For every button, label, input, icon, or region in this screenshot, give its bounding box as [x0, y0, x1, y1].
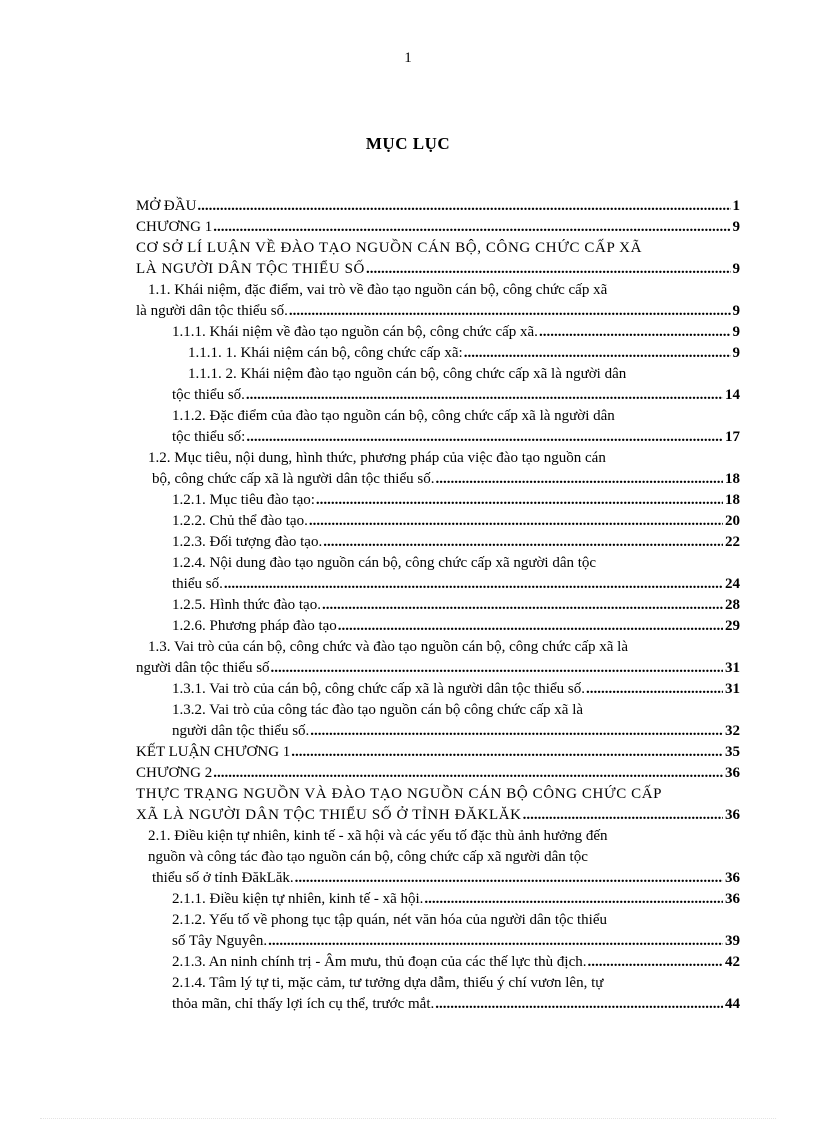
toc-entry[interactable]	[136, 343, 740, 364]
toc-page-number: 9	[732, 324, 740, 340]
toc-entry[interactable]	[136, 595, 740, 616]
toc-entry[interactable]	[136, 532, 740, 553]
toc-entry[interactable]	[136, 448, 740, 490]
toc-entry-text: 1.1.1. Khái niệm về đào tạo nguồn cán bộ, công chức cấp xã.	[172, 324, 538, 340]
toc-entry-text: 1.2.6. Phương pháp đào tạo	[172, 618, 337, 634]
dot-leader	[310, 721, 723, 742]
toc-entry-text: 2.1.1. Điều kiện tự nhiên, kinh tế - xã hội.	[172, 891, 424, 907]
toc-entry-line: 1.1.2. Đặc điểm của đào tạo nguồn cán bộ, công chức cấp xã là người dân	[172, 408, 615, 424]
dot-leader	[424, 889, 723, 910]
toc-entry[interactable]	[136, 784, 740, 826]
dot-leader	[271, 658, 723, 679]
toc-entry[interactable]	[136, 322, 740, 343]
dot-leader	[295, 868, 723, 889]
dot-leader	[197, 196, 730, 217]
dot-leader	[246, 385, 723, 406]
dot-leader	[435, 469, 723, 490]
toc-page-number: 36	[725, 765, 740, 781]
toc-page-number: 32	[725, 723, 740, 739]
toc-page-number: 9	[732, 219, 740, 235]
toc-entry-line: THỰC TRẠNG NGUỒN VÀ ĐÀO TẠO NGUỒN CÁN BỘ CÔNG CHỨC CẤP	[136, 786, 663, 802]
table-of-contents	[136, 196, 740, 1015]
toc-entry-text: 1.1.1. 1. Khái niệm cán bộ, công chức cấp xã:	[188, 345, 463, 361]
dot-leader	[309, 511, 723, 532]
dot-leader	[268, 931, 723, 952]
toc-page-number: 20	[725, 513, 740, 529]
dot-leader	[366, 259, 731, 280]
toc-entry[interactable]	[136, 679, 740, 700]
toc-page-number: 9	[732, 345, 740, 361]
toc-entry-line: 1.2. Mục tiêu, nội dung, hình thức, phương pháp của việc đào tạo nguồn cán	[148, 450, 606, 466]
toc-entry[interactable]	[136, 196, 740, 217]
toc-entry[interactable]	[136, 763, 740, 784]
toc-page-number: 17	[725, 429, 740, 445]
toc-entry-text: CHƯƠNG 1	[136, 219, 213, 235]
toc-page-number: 35	[725, 744, 740, 760]
toc-page-number: 9	[732, 261, 740, 277]
toc-entry-line: CƠ SỞ LÍ LUẬN VỀ ĐÀO TẠO NGUỒN CÁN BỘ, CÔNG CHỨC CẤP XÃ	[136, 240, 643, 256]
toc-entry-text: 2.1.3. An ninh chính trị - Âm mưu, thủ đoạn của các thế lực thù địch.	[172, 954, 587, 970]
toc-entry[interactable]	[136, 490, 740, 511]
toc-page-number: 18	[725, 492, 740, 508]
toc-entry-line: 2.1.2. Yếu tố về phong tục tập quán, nét văn hóa của người dân tộc thiểu	[172, 912, 607, 928]
toc-entry[interactable]	[136, 889, 740, 910]
toc-entry[interactable]	[136, 973, 740, 1015]
toc-entry-text: 1.3.1. Vai trò của cán bộ, công chức cấp xã là người dân tộc thiểu số.	[172, 681, 585, 697]
toc-entry-line: 1.3. Vai trò của cán bộ, công chức và đào tạo nguồn cán bộ, công chức cấp xã là	[148, 639, 628, 655]
toc-entry[interactable]	[136, 616, 740, 637]
dot-leader	[435, 994, 723, 1015]
toc-entry-text: thiểu số.	[172, 576, 223, 592]
toc-entry-text: số Tây Nguyên.	[172, 933, 268, 949]
toc-entry[interactable]	[136, 910, 740, 952]
toc-entry-line: 1.1. Khái niệm, đặc điểm, vai trò về đào tạo nguồn cán bộ, công chức cấp xã	[148, 282, 608, 298]
toc-entry-text: thiểu số ở tỉnh ĐăkLăk.	[152, 870, 294, 886]
toc-entry-text: 1.2.1. Mục tiêu đào tạo:	[172, 492, 315, 508]
toc-page-number: 29	[725, 618, 740, 634]
toc-page-number: 14	[725, 387, 740, 403]
toc-entry-text: LÀ NGƯỜI DÂN TỘC THIỂU SỐ	[136, 261, 365, 277]
dot-leader	[289, 301, 731, 322]
toc-entry-text: 1.2.3. Đối tượng đào tạo.	[172, 534, 323, 550]
toc-entry[interactable]	[136, 280, 740, 322]
dot-leader	[213, 763, 723, 784]
toc-entry[interactable]	[136, 364, 740, 406]
toc-entry-text: MỞ ĐẦU	[136, 198, 197, 214]
dot-leader	[539, 322, 731, 343]
toc-entry-text: người dân tộc thiểu số	[136, 660, 270, 676]
toc-title: MỤC LỤC	[365, 134, 451, 153]
toc-page-number: 18	[725, 471, 740, 487]
dot-leader	[213, 217, 730, 238]
toc-page-number: 36	[725, 807, 740, 823]
dot-leader	[323, 532, 723, 553]
toc-entry[interactable]	[136, 952, 740, 973]
toc-page-number: 28	[725, 597, 740, 613]
toc-page-number: 22	[725, 534, 740, 550]
toc-entry-text: XÃ LÀ NGƯỜI DÂN TỘC THIỂU SỐ Ở TỈNH ĐĂKLĂK	[136, 807, 522, 823]
toc-entry[interactable]	[136, 826, 740, 889]
toc-page-number: 31	[725, 660, 740, 676]
toc-entry[interactable]	[136, 700, 740, 742]
dot-leader	[246, 427, 723, 448]
toc-page-number: 24	[725, 576, 740, 592]
dot-leader	[338, 616, 723, 637]
toc-page-number: 42	[725, 954, 740, 970]
toc-entry-text: thỏa mãn, chỉ thấy lợi ích cụ thể, trước mắt.	[172, 996, 435, 1012]
dot-leader	[316, 490, 723, 511]
toc-entry-line: 1.2.4. Nội dung đào tạo nguồn cán bộ, công chức cấp xã người dân tộc	[172, 555, 597, 571]
dot-leader	[523, 805, 723, 826]
toc-page-number: 44	[725, 996, 740, 1012]
toc-entry[interactable]	[136, 742, 740, 763]
dot-leader	[464, 343, 731, 364]
toc-entry[interactable]	[136, 637, 740, 679]
toc-entry-line: 2.1. Điều kiện tự nhiên, kinh tế - xã hội và các yếu tố đặc thù ảnh hưởng đến	[148, 828, 608, 844]
toc-entry[interactable]	[136, 553, 740, 595]
toc-page-number: 36	[725, 891, 740, 907]
toc-page-number: 36	[725, 870, 740, 886]
toc-entry[interactable]	[136, 406, 740, 448]
page-bottom-divider	[40, 1118, 776, 1119]
toc-page-number: 9	[732, 303, 740, 319]
toc-entry-text: người dân tộc thiểu số.	[172, 723, 310, 739]
toc-entry[interactable]	[136, 238, 740, 280]
toc-entry-line: 1.1.1. 2. Khái niệm đào tạo nguồn cán bộ, công chức cấp xã là người dân	[188, 366, 627, 382]
toc-entry-text: tộc thiểu số:	[172, 429, 246, 445]
toc-entry-text: 1.2.5. Hình thức đào tạo.	[172, 597, 321, 613]
toc-entry-text: KẾT LUẬN CHƯƠNG 1	[136, 744, 291, 760]
toc-entry-text: bộ, công chức cấp xã là người dân tộc thiểu số.	[152, 471, 435, 487]
toc-entry-text: tộc thiểu số.	[172, 387, 245, 403]
page-number: 1	[404, 50, 412, 66]
toc-entry-line: nguồn và công tác đào tạo nguồn cán bộ, công chức cấp xã người dân tộc	[148, 849, 588, 865]
toc-entry[interactable]	[136, 511, 740, 532]
toc-entry-text: 1.2.2. Chủ thể đào tạo.	[172, 513, 308, 529]
toc-page-number: 1	[732, 198, 740, 214]
toc-entry-text: CHƯƠNG 2	[136, 765, 213, 781]
toc-page-number: 39	[725, 933, 740, 949]
toc-entry-text: là người dân tộc thiểu số.	[136, 303, 288, 319]
dot-leader	[322, 595, 723, 616]
dot-leader	[224, 574, 723, 595]
dot-leader	[586, 679, 723, 700]
toc-entry-line: 1.3.2. Vai trò của công tác đào tạo nguồn cán bộ công chức cấp xã là	[172, 702, 584, 718]
toc-entry-line: 2.1.4. Tâm lý tự ti, mặc cảm, tư tưởng dựa dẫm, thiếu ý chí vươn lên, tự	[172, 975, 604, 991]
dot-leader	[588, 952, 723, 973]
toc-entry[interactable]	[136, 217, 740, 238]
toc-page-number: 31	[725, 681, 740, 697]
dot-leader	[291, 742, 723, 763]
